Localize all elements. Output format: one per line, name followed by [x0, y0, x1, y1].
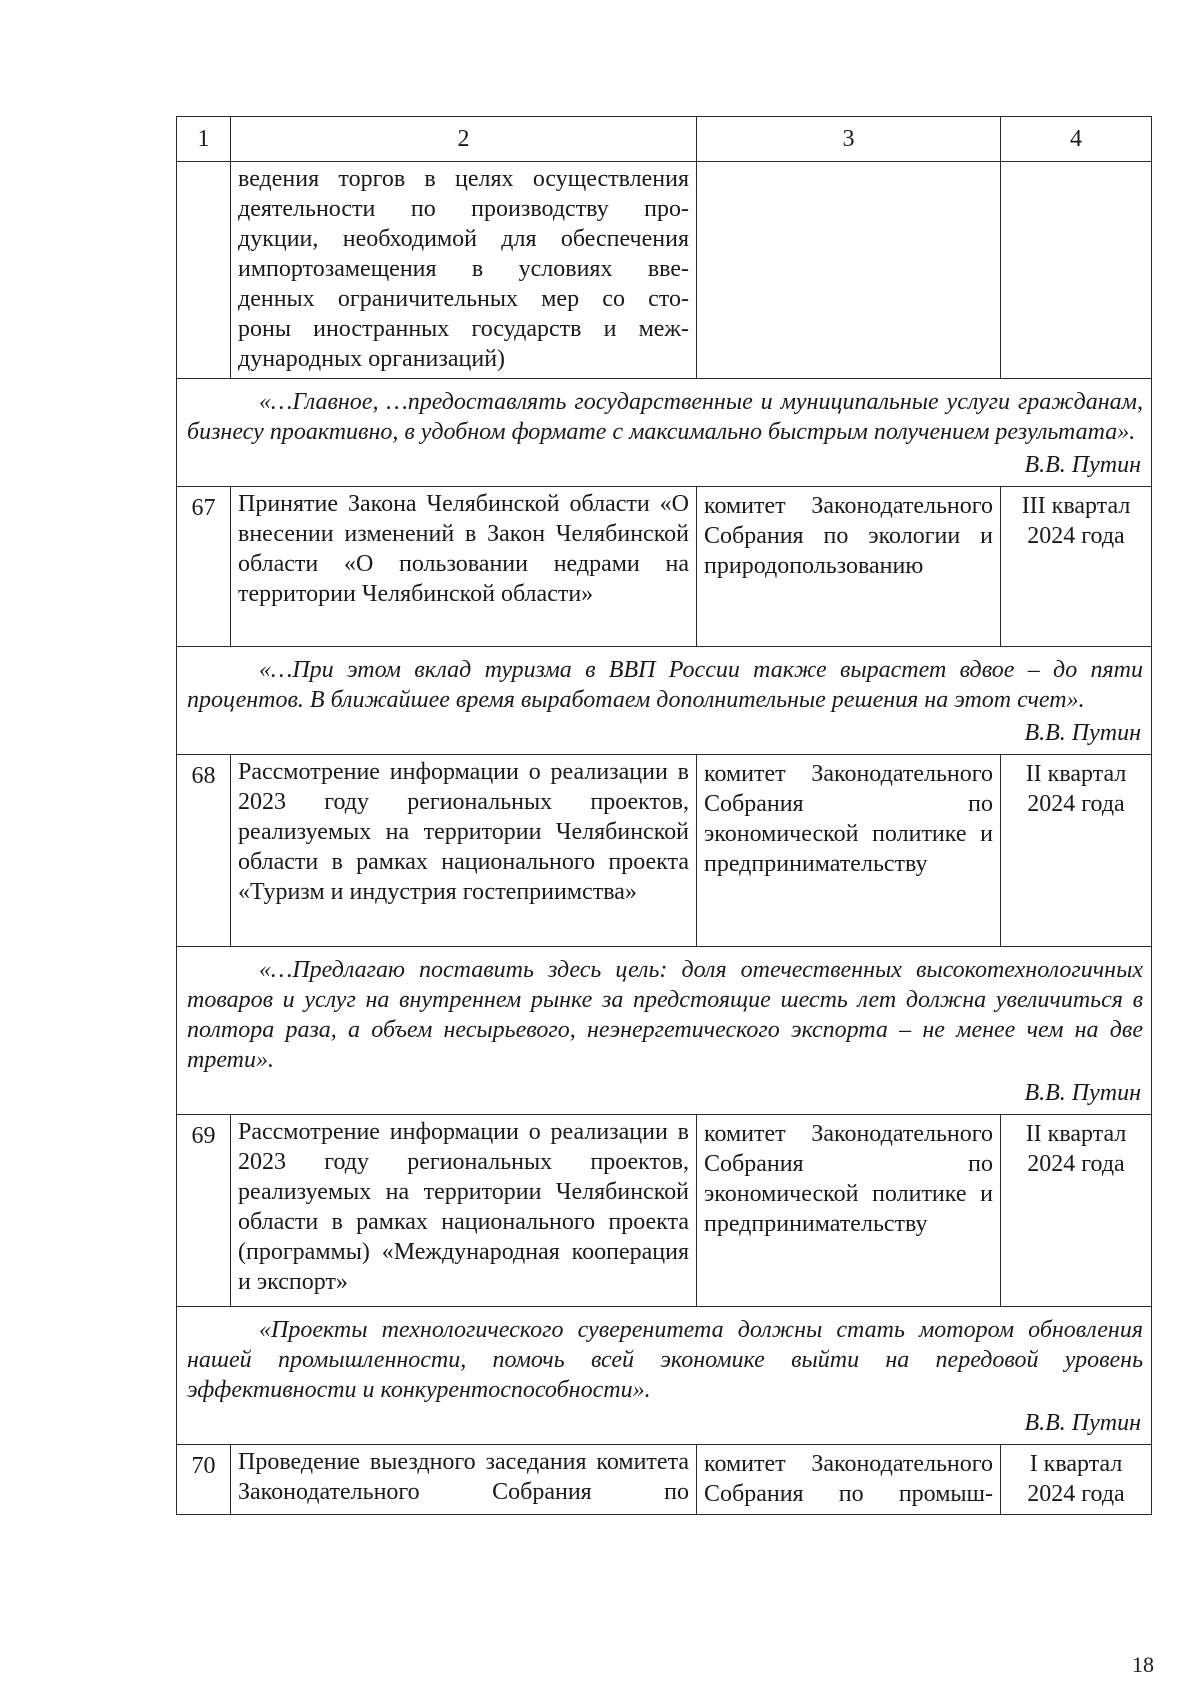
row-responsible: комитет Законодательного Собрания по экономической политике и предпринимательству	[697, 755, 1001, 947]
continuation-row	[177, 162, 1152, 379]
quote-text: «Проекты технологического суверенитета должны стать мотором обновления нашей промышленности, помочь всей экономике выйти на передовой уровень эффективности и конкурентоспособности».	[187, 1317, 1143, 1403]
quote-cell	[177, 647, 1152, 755]
continuation-responsible	[697, 162, 1001, 379]
header-cell-2: 2	[231, 117, 697, 162]
continuation-line: дународных организаций)	[238, 346, 506, 372]
table-row	[177, 1445, 1152, 1515]
page-number: 18	[1132, 1652, 1154, 1677]
quote-row	[177, 647, 1152, 755]
quote-row	[177, 947, 1152, 1115]
quote-row	[177, 379, 1152, 487]
row-number: 67	[177, 487, 231, 647]
row-term: III квартал 2024 года	[1001, 487, 1152, 647]
plan-table	[176, 116, 1152, 1515]
continuation-line: импортозамещения в условиях вве-	[238, 256, 689, 282]
row-responsible: комитет Законодательного Собрания по промыш-	[697, 1445, 1001, 1515]
table-row	[177, 1115, 1152, 1307]
continuation-term	[1001, 162, 1152, 379]
continuation-line: роны иностранных государств и меж-	[238, 316, 689, 342]
quote-text: «…Главное, …предоставлять государственные и муниципальные услуги гражданам, бизнесу проактивно, в удобном формате с максимально быстрым получением результата».	[187, 389, 1143, 445]
continuation-line: дукции, необходимой для обеспечения	[238, 226, 689, 252]
quote-author: В.В. Путин	[1024, 720, 1141, 746]
continuation-line: ведения торгов в целях осуществления	[238, 166, 689, 192]
row-number: 70	[177, 1445, 231, 1515]
continuation-line: деятельности по производству про-	[238, 196, 689, 222]
row-item: Рассмотрение информации о реализации в 2023 году региональных проектов, реализуемых на территории Челябинской области в рамках национального проекта «Туризм и индустрия гостеприимства»	[231, 755, 697, 947]
quote-text: «…При этом вклад туризма в ВВП России также вырастет вдвое – до пяти процентов. В ближайшее время выработаем дополнительные решения на этот счет».	[187, 657, 1143, 713]
header-cell-4: 4	[1001, 117, 1152, 162]
row-item: Проведение выездного заседания комитета Законодательного Собрания по	[231, 1445, 697, 1515]
row-term: I квартал 2024 года	[1001, 1445, 1152, 1515]
continuation-line: денных ограничительных мер со сто-	[238, 286, 689, 312]
quote-text: «…Предлагаю поставить здесь цель: доля отечественных высокотехнологичных товаров и услуг на внутреннем рынке за предстоящие шесть лет должна увеличиться в полтора раза, а объем несырьевого, неэнергетического экспорта – не менее чем на две трети».	[187, 957, 1143, 1073]
row-number: 69	[177, 1115, 231, 1307]
quote-cell	[177, 1307, 1152, 1445]
continuation-num	[177, 162, 231, 379]
row-responsible: комитет Законодательного Собрания по экологии и природопользованию	[697, 487, 1001, 647]
quote-cell	[177, 947, 1152, 1115]
table-row	[177, 487, 1152, 647]
row-number: 68	[177, 755, 231, 947]
row-item: Принятие Закона Челябинской области «О внесении изменений в Закон Челябинской области «О пользовании недрами на территории Челябинской области»	[231, 487, 697, 647]
quote-author: В.В. Путин	[1024, 1080, 1141, 1106]
header-cell-3: 3	[697, 117, 1001, 162]
continuation-item	[231, 162, 697, 379]
quote-cell	[177, 379, 1152, 487]
table-row	[177, 755, 1152, 947]
quote-author: В.В. Путин	[1024, 1410, 1141, 1436]
row-term: II квартал 2024 года	[1001, 755, 1152, 947]
quote-author: В.В. Путин	[1024, 452, 1141, 478]
quote-row	[177, 1307, 1152, 1445]
header-cell-1: 1	[177, 117, 231, 162]
row-term: II квартал 2024 года	[1001, 1115, 1152, 1307]
row-responsible: комитет Законодательного Собрания по экономической политике и предпринимательству	[697, 1115, 1001, 1307]
header-row	[177, 117, 1152, 162]
row-item: Рассмотрение информации о реализации в 2023 году региональных проектов, реализуемых на территории Челябинской области в рамках национального проекта (программы) «Международная кооперация и экспорт»	[231, 1115, 697, 1307]
